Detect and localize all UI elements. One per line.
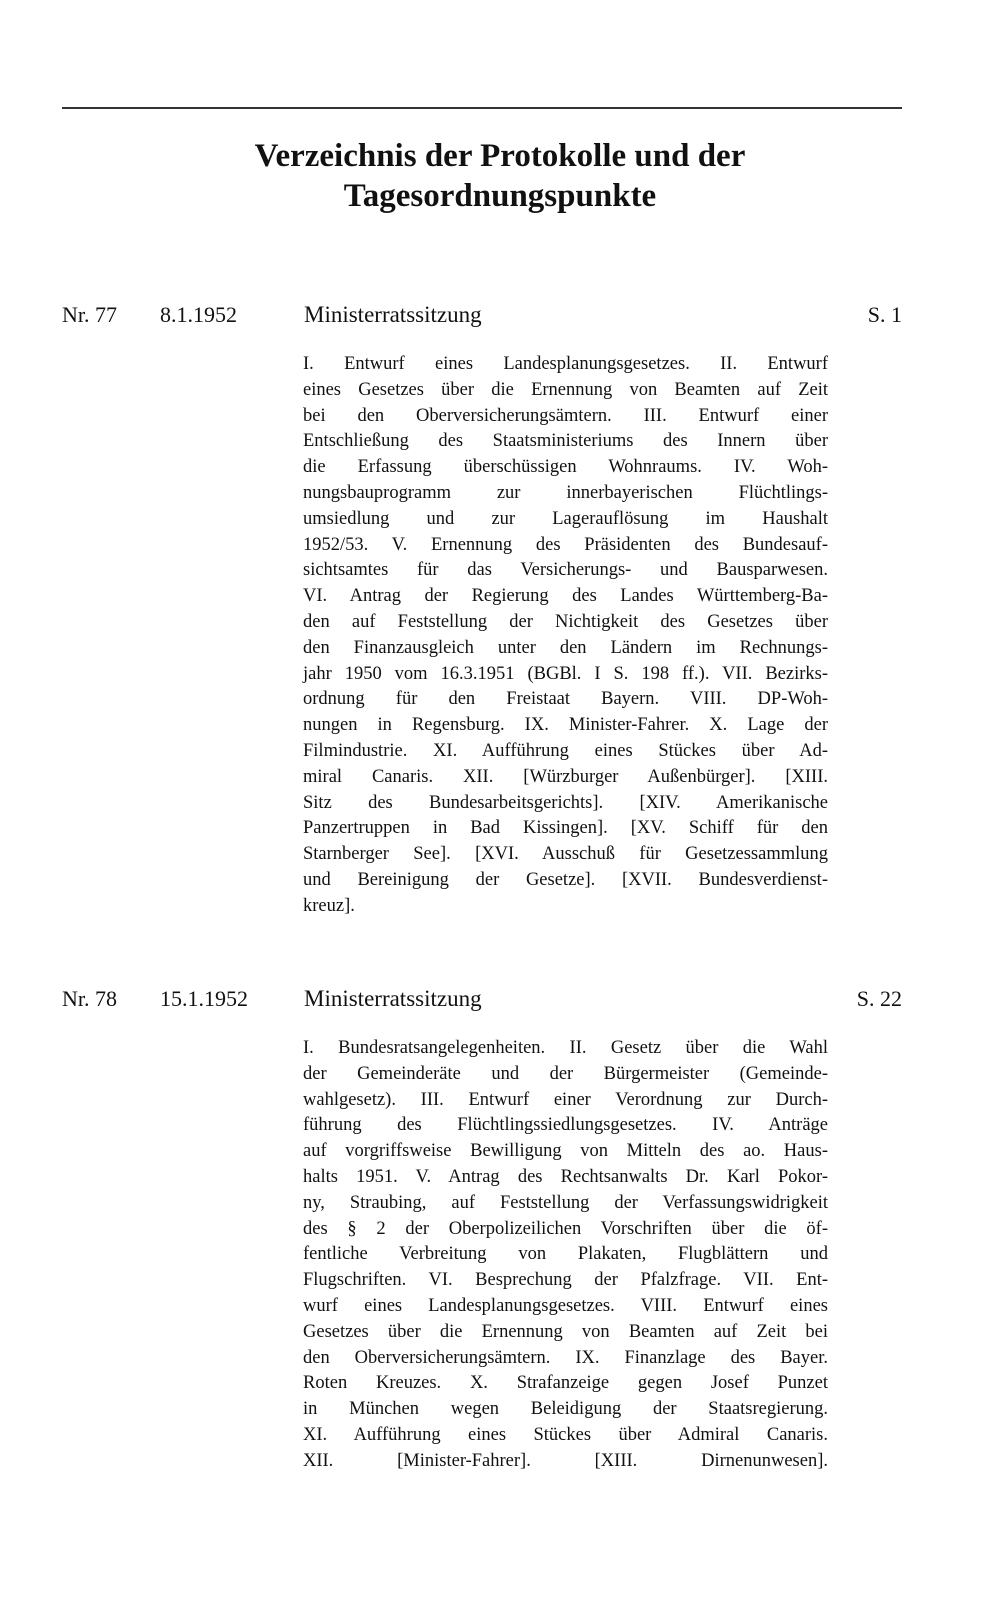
agenda-line: XI. Aufführung eines Stückes über Admiral Canaris. [303,1424,828,1445]
agenda-line: Roten Kreuzes. X. Strafanzeige gegen Josef Punzet [303,1373,828,1394]
agenda-line: fentliche Verbreitung von Plakaten, Flugblättern und [303,1244,828,1265]
agenda-line: kreuz]. [303,895,355,916]
agenda-line: I. Entwurf eines Landesplanungsgesetzes. II. Entwurf [303,354,828,374]
agenda-line: Sitz des Bundesarbeitsgerichts]. [XIV. Amerikanische [303,792,828,813]
agenda-line: XII. [Minister-Fahrer]. [XIII. Dirnenunwesen]. [303,1450,828,1471]
agenda-line: wurf eines Landesplanungsgesetzes. VIII. Entwurf eines [303,1295,828,1316]
agenda-line: jahr 1950 vom 16.3.1951 (BGBl. I S. 198 ff.). VII. Bezirks- [303,663,828,684]
title-line-1: Verzeichnis der Protokolle und der [254,138,746,174]
agenda-line: halts 1951. V. Antrag des Rechtsanwalts Dr. Karl Pokor- [303,1166,828,1187]
agenda-line: Entschließung des Staatsministeriums des Innern über [303,431,828,452]
agenda-line: ordnung für den Freistaat Bayern. VIII. DP-Woh- [303,689,828,710]
agenda-line: den Oberversicherungsämtern. IX. Finanzlage des Bayer. [303,1347,828,1368]
agenda-line: nungen in Regensburg. IX. Minister-Fahrer. X. Lage der [303,715,828,736]
entry-agenda [303,352,828,920]
agenda-line: des § 2 der Oberpolizeilichen Vorschriften über die öf- [303,1218,828,1239]
title-line-2: Tagesordnungspunkte [343,178,657,214]
entry-page-ref: S. 1 [867,302,902,327]
entry-number: Nr. 77 [62,302,117,327]
agenda-line: in München wegen Beleidigung der Staatsregierung. [303,1399,828,1420]
agenda-line: VI. Antrag der Regierung des Landes Württemberg-Ba- [303,586,828,607]
agenda-line: der Gemeinderäte und der Bürgermeister (Gemeinde- [303,1063,828,1084]
agenda-line: Gesetzes über die Ernennung von Beamten auf Zeit bei [303,1321,828,1342]
agenda-line: nungsbauprogramm zur innerbayerischen Flüchtlings- [303,482,828,503]
entry-type: Ministerratssitzung [304,302,482,327]
entry-page-ref: S. 22 [856,986,902,1011]
entry-header [62,302,902,336]
agenda-line: Filmindustrie. XI. Aufführung eines Stückes über Ad- [303,740,828,761]
agenda-line: den Finanzausgleich unter den Ländern im Rechnungs- [303,637,828,658]
entry-number: Nr. 78 [62,986,117,1011]
agenda-line: bei den Oberversicherungsämtern. III. Entwurf einer [303,405,828,426]
agenda-line: Starnberger See]. [XVI. Ausschuß für Gesetzessammlung [303,844,828,865]
agenda-line: Panzertruppen in Bad Kissingen]. [XV. Schiff für den [303,818,828,839]
agenda-line: umsiedlung und zur Lagerauflösung im Haushalt [303,508,828,529]
agenda-line: 1952/53. V. Ernennung des Präsidenten des Bundesauf- [303,534,828,555]
entry-agenda [303,1036,828,1475]
agenda-line: auf vorgriffsweise Bewilligung von Mitteln des ao. Haus- [303,1141,828,1162]
agenda-line: sichtsamtes für das Versicherungs- und Bausparwesen. [303,560,828,581]
header-rule [62,107,902,109]
agenda-line: wahlgesetz). III. Entwurf einer Verordnung zur Durch- [303,1089,828,1110]
entry-header [62,986,902,1020]
entry-date: 15.1.1952 [160,986,248,1011]
agenda-line: I. Bundesratsangelegenheiten. II. Gesetz über die Wahl [303,1038,828,1058]
entry-date: 8.1.1952 [160,302,237,327]
agenda-line: miral Canaris. XII. [Würzburger Außenbürger]. [XIII. [303,766,828,787]
agenda-line: und Bereinigung der Gesetze]. [XVII. Bundesverdienst- [303,869,828,890]
agenda-line: Flugschriften. VI. Besprechung der Pfalzfrage. VII. Ent- [303,1270,828,1291]
agenda-line: ny, Straubing, auf Feststellung der Verfassungswidrigkeit [303,1192,828,1213]
entry-type: Ministerratssitzung [304,986,482,1011]
agenda-line: eines Gesetzes über die Ernennung von Beamten auf Zeit [303,379,828,400]
agenda-line: den auf Feststellung der Nichtigkeit des Gesetzes über [303,611,828,632]
agenda-line: führung des Flüchtlingssiedlungsgesetzes. IV. Anträge [303,1115,828,1136]
page-title [0,136,1000,216]
agenda-line: die Erfassung überschüssigen Wohnraums. IV. Woh- [303,457,828,478]
